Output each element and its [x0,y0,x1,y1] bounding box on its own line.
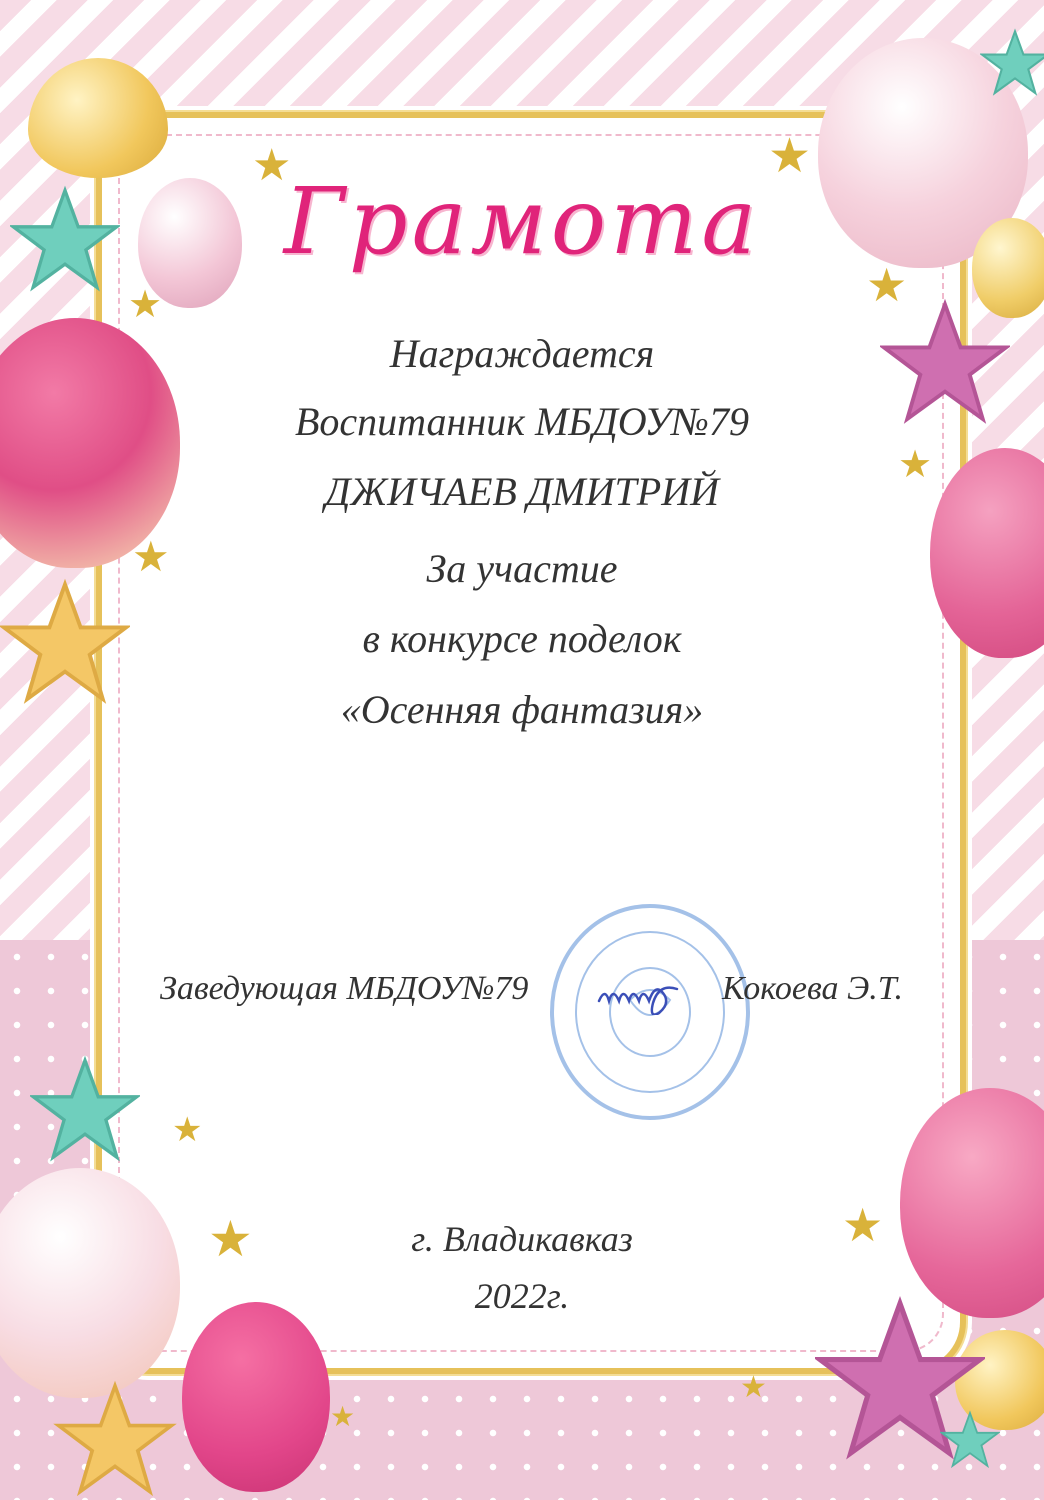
awarded-label: Награждается [389,331,655,376]
reason-line-2: в конкурсе поделок [362,616,682,661]
recipient-role: Воспитанник МБДОУ№79 [294,399,749,444]
sparkle-icon: ★ [208,1210,253,1268]
sparkle-icon: ★ [172,1110,203,1150]
sparkle-icon: ★ [252,140,292,191]
frame-inner-dashes [118,134,944,1352]
star-icon [30,1055,140,1165]
reason-line-1: За участие [426,546,618,591]
recipient-name: ДЖИЧАЕВ ДМИТРИЙ [325,469,719,514]
sparkle-icon: ★ [132,532,170,581]
star-icon [980,28,1044,98]
year: 2022г. [474,1276,570,1316]
sparkle-icon: ★ [128,282,163,326]
handwritten-signature [595,975,695,1015]
sparkle-icon: ★ [866,258,908,312]
star-icon [50,1380,180,1500]
sparkle-icon: ★ [898,442,933,486]
sparkle-icon: ★ [768,128,812,184]
star-icon [940,1410,1000,1470]
certificate-title: Грамота [283,168,761,275]
signatory-position: Заведующая МБДОУ№79 [160,970,529,1007]
sparkle-icon: ★ [842,1198,884,1252]
contest-name: «Осенняя фантазия» [340,687,704,732]
city: г. Владикавказ [411,1219,633,1259]
sparkle-icon: ★ [740,1370,767,1405]
balloon-icon [182,1302,330,1492]
sparkle-icon: ★ [330,1400,356,1433]
signature-line [0,970,1044,1030]
heart-balloon-icon [28,58,168,178]
signatory-name: Кокоева Э.Т. [722,970,904,1007]
